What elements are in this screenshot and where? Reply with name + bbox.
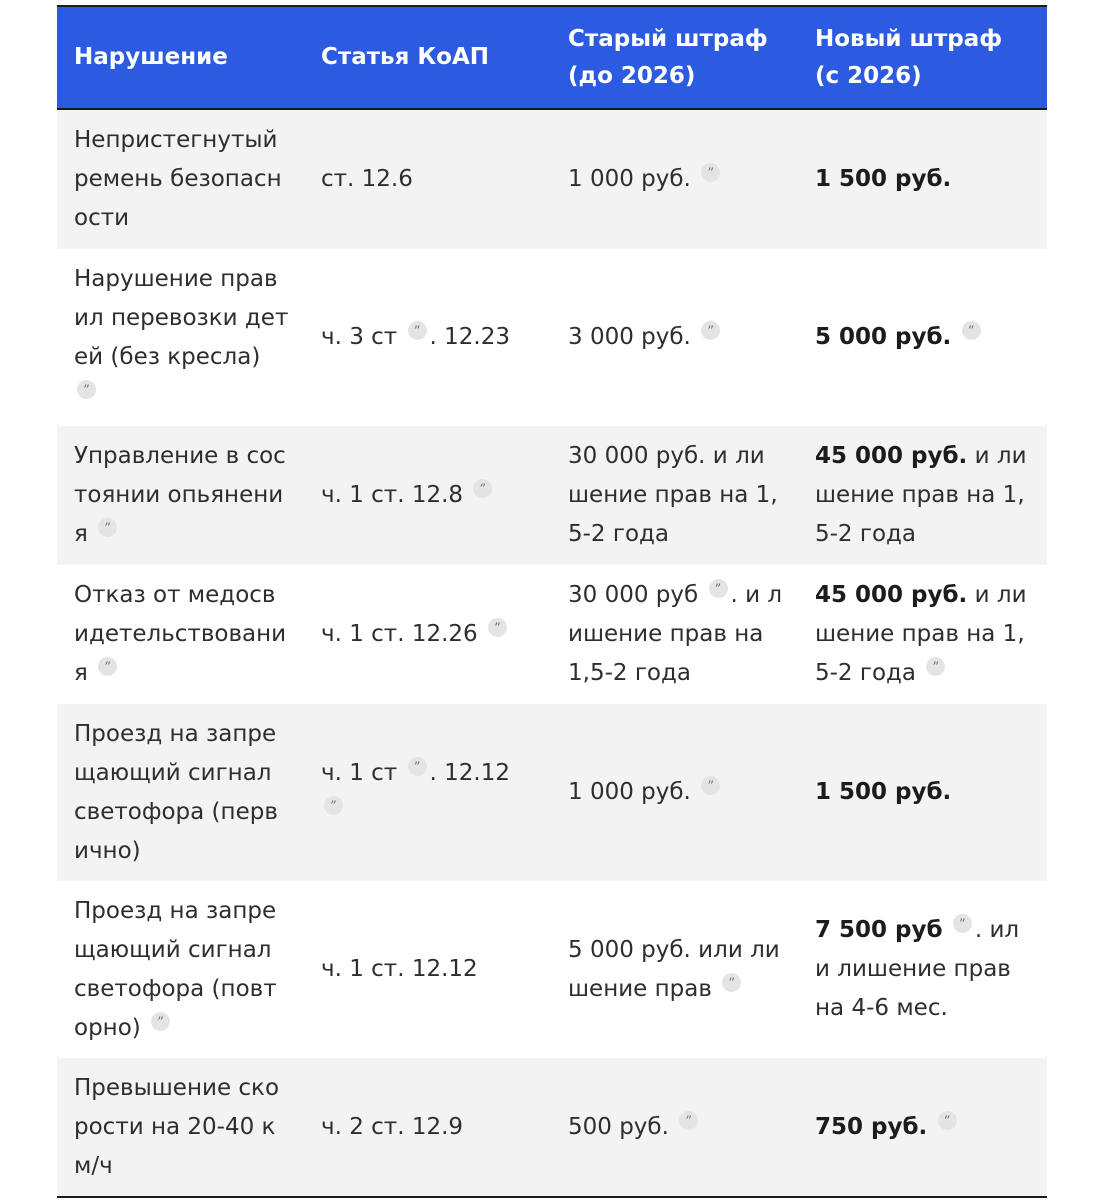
article-text: ч. 1 ст. 12.8 (321, 482, 464, 508)
violation-text: Проезд на запрещающий сигнал светофора (первично) (74, 720, 278, 864)
quote-icon[interactable]: ” (926, 657, 945, 676)
quote-icon[interactable]: ” (77, 380, 96, 399)
quote-icon[interactable]: ” (324, 796, 343, 815)
table-row (57, 704, 1047, 881)
article-text: ч. 1 ст (321, 759, 398, 786)
article-text: ст. 12.6 (321, 166, 413, 192)
violation-cell (57, 109, 304, 249)
old-fine-text: 30 000 руб. и лишение прав на 1,5-2 года (568, 443, 778, 547)
table-header (57, 6, 1047, 109)
new-fine-text: 1 500 руб. (815, 779, 952, 805)
old-fine-text: 5 000 руб. или лишение прав (568, 936, 780, 1002)
quote-icon[interactable]: ” (151, 1012, 170, 1031)
header-old-fine: Старый штраф (до 2026) (551, 6, 798, 109)
new-fine-amount: 45 000 руб. (815, 443, 968, 469)
table-row (57, 1058, 1047, 1197)
quote-icon[interactable]: ” (722, 973, 741, 992)
old-fine-text: 30 000 руб (568, 582, 699, 608)
article-cell (304, 881, 551, 1058)
article-text: . 12.12 (429, 759, 510, 786)
quote-icon[interactable]: ” (709, 579, 728, 598)
fines-table (57, 5, 1047, 1198)
quote-icon[interactable]: ” (962, 321, 981, 340)
quote-icon[interactable]: ” (488, 618, 507, 637)
old-fine-text: 3 000 руб. (568, 324, 691, 350)
old-fine-cell (551, 1058, 798, 1197)
article-cell (304, 109, 551, 249)
violation-cell (57, 249, 304, 426)
old-fine-cell (551, 881, 798, 1058)
old-fine-cell (551, 249, 798, 426)
old-fine-cell (551, 109, 798, 249)
new-fine-cell (798, 881, 1047, 1058)
new-fine-cell (798, 565, 1047, 704)
quote-icon[interactable]: ” (98, 518, 117, 537)
new-fine-cell (798, 704, 1047, 881)
new-fine-text: и лишение прав на 1,5-2 года (815, 443, 1027, 547)
violation-text: Нарушение правил перевозки детей (без кресла) (74, 265, 289, 370)
new-fine-cell (798, 109, 1047, 249)
violation-cell (57, 565, 304, 704)
article-cell (304, 565, 551, 704)
new-fine-cell (798, 426, 1047, 565)
quote-icon[interactable]: ” (473, 479, 492, 498)
new-fine-text: . или лишение прав на 4-6 мес. (815, 917, 1020, 1021)
new-fine-cell (798, 1058, 1047, 1197)
table-row (57, 881, 1047, 1058)
old-fine-text: 1 000 руб. (568, 779, 691, 805)
violation-cell (57, 426, 304, 565)
old-fine-text: 500 руб. (568, 1113, 669, 1140)
old-fine-cell (551, 426, 798, 565)
article-cell (304, 704, 551, 881)
violation-text: Отказ от медосвидетельствования (74, 582, 287, 686)
article-text: . 12.23 (429, 324, 510, 350)
quote-icon[interactable]: ” (701, 776, 720, 795)
quote-icon[interactable]: ” (408, 757, 427, 776)
violation-text: Непристегнутый ремень безопасности (74, 127, 282, 231)
old-fine-cell (551, 565, 798, 704)
article-cell (304, 426, 551, 565)
quote-icon[interactable]: ” (701, 321, 720, 340)
article-cell (304, 1058, 551, 1197)
quote-icon[interactable]: ” (408, 321, 427, 340)
quote-icon[interactable]: ” (938, 1111, 957, 1130)
table-row (57, 109, 1047, 249)
violation-cell (57, 704, 304, 881)
article-cell (304, 249, 551, 426)
article-text: ч. 1 ст. 12.26 (321, 621, 478, 647)
new-fine-amount: 45 000 руб. (815, 582, 968, 608)
violation-cell (57, 881, 304, 1058)
quote-icon[interactable]: ” (679, 1111, 698, 1130)
quote-icon[interactable]: ” (98, 657, 117, 676)
violation-text: Управление в состоянии опьянения (74, 443, 286, 547)
new-fine-amount: 7 500 руб (815, 917, 943, 943)
old-fine-cell (551, 704, 798, 881)
new-fine-text: 5 000 руб. (815, 324, 952, 350)
violation-text: Превышение скорости на 20-40 км/ч (74, 1074, 280, 1179)
header-new-fine: Новый штраф (с 2026) (798, 6, 1047, 109)
table-row (57, 249, 1047, 426)
table-row (57, 565, 1047, 704)
article-text: ч. 1 ст. 12.12 (321, 956, 478, 982)
violation-text: Проезд на запрещающий сигнал светофора (повторно) (74, 897, 277, 1041)
table-row (57, 426, 1047, 565)
header-article: Статья КоАП (304, 6, 551, 109)
old-fine-text: . и лишение прав на 1,5-2 года (568, 582, 783, 686)
new-fine-cell (798, 249, 1047, 426)
article-text: ч. 2 ст. 12.9 (321, 1113, 464, 1140)
table-body (57, 109, 1047, 1197)
violation-cell (57, 1058, 304, 1197)
quote-icon[interactable]: ” (701, 163, 720, 182)
old-fine-text: 1 000 руб. (568, 166, 691, 192)
header-row (57, 6, 1047, 109)
new-fine-text: 750 руб. (815, 1113, 928, 1140)
article-text: ч. 3 ст (321, 324, 398, 350)
new-fine-text: 1 500 руб. (815, 166, 952, 192)
quote-icon[interactable]: ” (953, 914, 972, 933)
new-fine-text: и лишение прав на 1,5-2 года (815, 582, 1027, 686)
header-violation: Нарушение (57, 6, 304, 109)
